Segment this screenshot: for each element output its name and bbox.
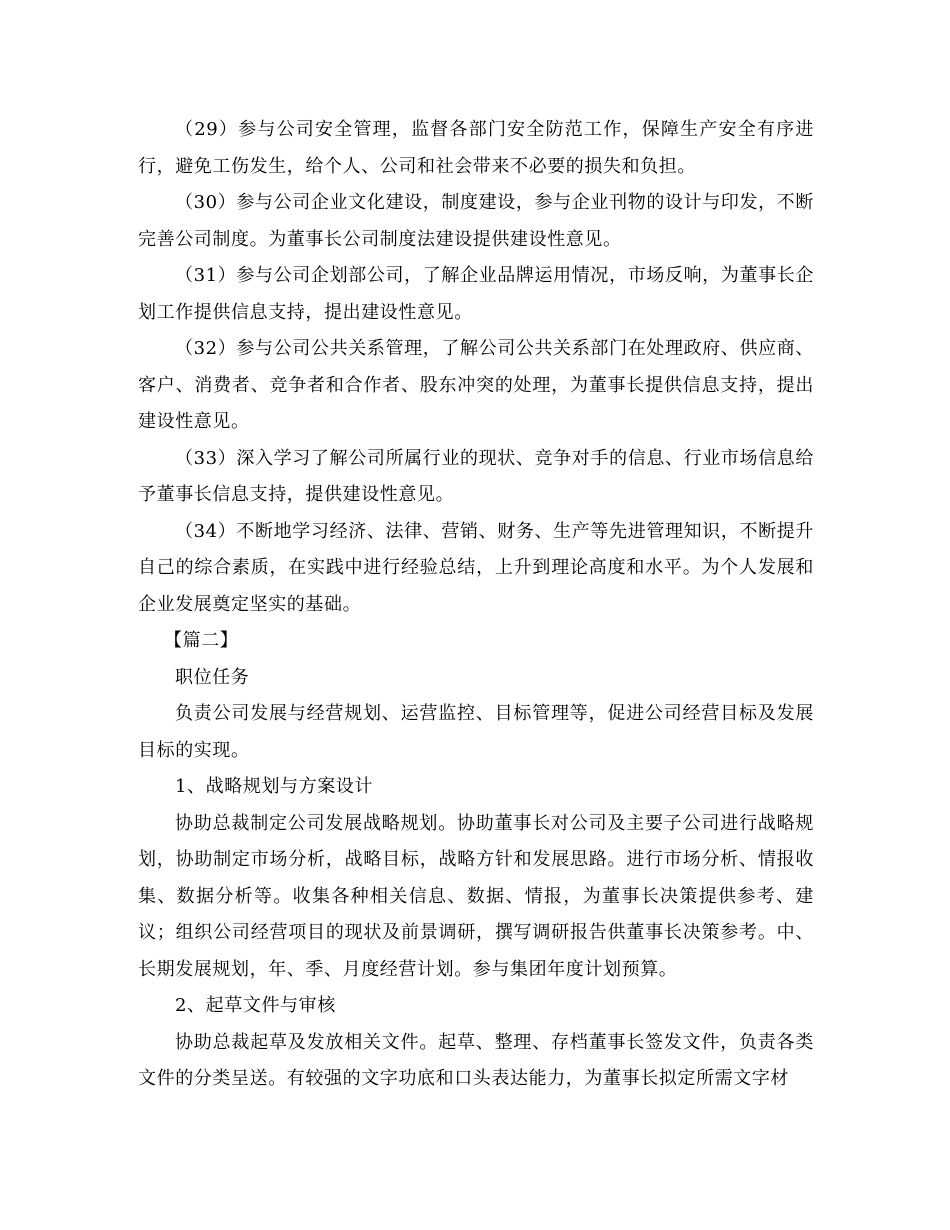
item-1-title: 1、战略规划与方案设计 [175,776,374,797]
paragraph-32: （32）参与公司公共关系管理，了解公司公共关系部门在处理政府、供应商、客户、消费者、竞争者和合作者、股东冲突的处理，为董事长提供信息支持，提出建设性意见。 [138,338,814,432]
paragraph-34: （34）不断地学习经济、法律、营销、财务、生产等先进管理知识，不断提升自己的综合素质，在实践中进行经验总结，上升到理论高度和水平。为个人发展和企业发展奠定坚实的基础。 [138,520,814,615]
item-2-body: 协助总裁起草及发放相关文件。起草、整理、存档董事长签发文件，负责各类文件的分类呈送。有较强的文字功底和口头表达能力，为董事长拟定所需文字材 [138,1031,814,1089]
section-marker: 【篇二】 [164,630,239,651]
item-1-body: 协助总裁制定公司发展战略规划。协助董事长对公司及主要子公司进行战略规划，协助制定市场分析，战略目标，战略方针和发展思路。进行市场分析、情报收集、数据分析等。收集各种相关信息、数据、情报，为董事长决策提供参考、建议；组织公司经营项目的现状及前景调研，撰写调研报告供董事长决策参考。中、长期发展规划，年、季、月度经营计划。参与集团年度计划预算。 [138,812,814,980]
paragraph-29: （29）参与公司安全管理，监督各部门安全防范工作，保障生产安全有序进行，避免工伤发生，给个人、公司和社会带来不必要的损失和负担。 [138,119,814,177]
item-2-title: 2、起草文件与审核 [175,995,336,1016]
summary-paragraph: 负责公司发展与经营规划、运营监控、目标管理等，促进公司经营目标及发展目标的实现。 [138,703,814,761]
paragraph-33: （33）深入学习了解公司所属行业的现状、竞争对手的信息、行业市场信息给予董事长信息支持，提供建设性意见。 [138,447,814,505]
section-title: 职位任务 [175,666,250,688]
document-body [138,112,814,1098]
paragraph-30: （30）参与公司企业文化建设，制度建设，参与企业刊物的设计与印发，不断完善公司制度。为董事长公司制度法建设提供建设性意见。 [138,192,814,250]
paragraph-31: （31）参与公司企划部公司，了解企业品牌运用情况，市场反响，为董事长企划工作提供信息支持，提出建设性意见。 [138,265,814,323]
